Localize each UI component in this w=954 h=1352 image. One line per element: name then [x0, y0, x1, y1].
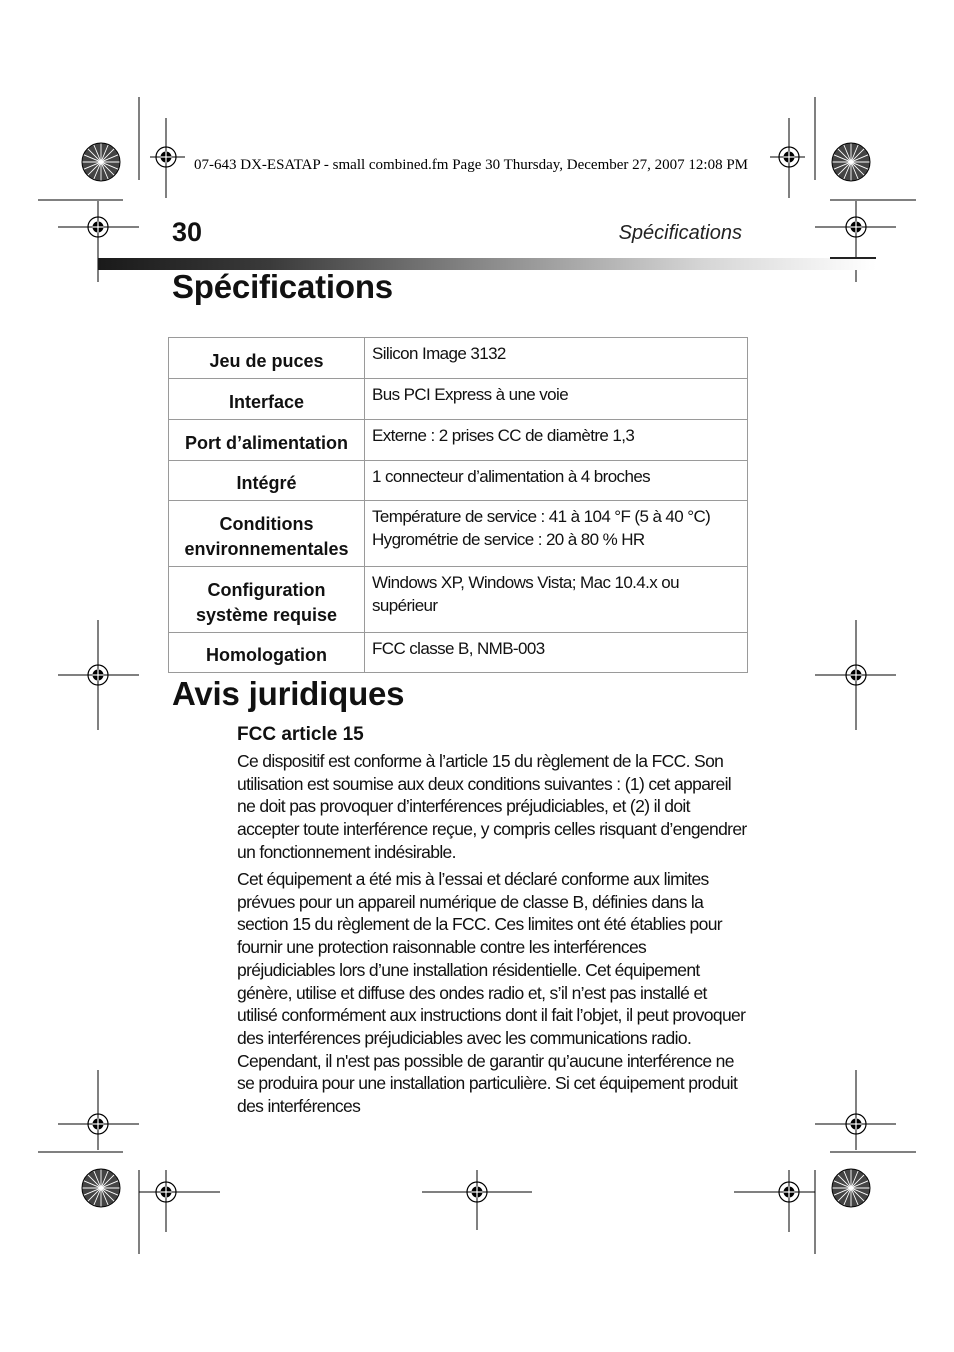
running-head: Spécifications — [618, 222, 742, 244]
spec-value: Windows XP, Windows Vista; Mac 10.4.x ou supérieur — [365, 567, 748, 633]
spec-label: Conditions environnementales — [169, 501, 365, 567]
spec-label: Homologation — [169, 633, 365, 673]
table-row — [169, 420, 748, 461]
fcc-heading: FCC article 15 — [237, 724, 364, 745]
table-row — [169, 461, 748, 501]
spec-table — [168, 337, 748, 673]
spec-value: Externe : 2 prises CC de diamètre 1,3 — [365, 420, 748, 461]
table-row — [169, 633, 748, 673]
spec-label: Interface — [169, 379, 365, 420]
table-row — [169, 567, 748, 633]
spec-value-line: Hygrométrie de service : 20 à 80 % HR — [372, 530, 645, 549]
section-title-specifications: Spécifications — [172, 268, 393, 305]
spec-value — [365, 501, 748, 567]
spec-label: Jeu de puces — [169, 338, 365, 379]
spec-value: Silicon Image 3132 — [365, 338, 748, 379]
header-rule — [830, 257, 876, 259]
fcc-paragraph: Ce dispositif est conforme à l’article 15 du règlement de la FCC. Son utilisation est soumise aux deux conditions suivantes : (1) cet appareil ne doit pas provoquer d’interférences préjudiciables, et (2) il doit accepter toute interférence reçue, y compris celles risquant d’engendrer un fonctionnement indésirable. — [237, 751, 747, 862]
table-row — [169, 501, 748, 567]
spec-label: Intégré — [169, 461, 365, 501]
spec-value: 1 connecteur d’alimentation à 4 broches — [365, 461, 748, 501]
print-slug: 07-643 DX-ESATAP - small combined.fm Page 30 Thursday, December 27, 2007 12:08 PM — [194, 157, 749, 173]
spec-value-line: Température de service : 41 à 104 °F (5 à 40 °C) — [372, 507, 711, 526]
page-number: 30 — [172, 217, 203, 247]
table-row — [169, 338, 748, 379]
spec-value: FCC classe B, NMB-003 — [365, 633, 748, 673]
spec-value: Bus PCI Express à une voie — [365, 379, 748, 420]
fcc-paragraph: Cet équipement a été mis à l’essai et déclaré conforme aux limites prévues pour un appareil numérique de classe B, définies dans la section 15 du règlement de la FCC. Ces limites ont été établies pour fournir une protection raisonnable contre les interférences préjudiciables lors d’une installation résidentielle. Cet équipement génère, utilise et diffuse des ondes radio et, s’il n’est pas installé et utilisé conformément aux instructions dont il fait l’objet, il peut provoquer des interférences préjudiciables avec les communications radio. Cependant, il n'est pas possible de garantir qu’aucune interférence ne se produira pour une installation particulière. Si cet équipement produit des interférences — [237, 869, 746, 1117]
spec-label: Port d’alimentation — [169, 420, 365, 461]
table-row — [169, 379, 748, 420]
section-title-legal: Avis juridiques — [172, 675, 405, 712]
spec-label: Configuration système requise — [169, 567, 365, 633]
